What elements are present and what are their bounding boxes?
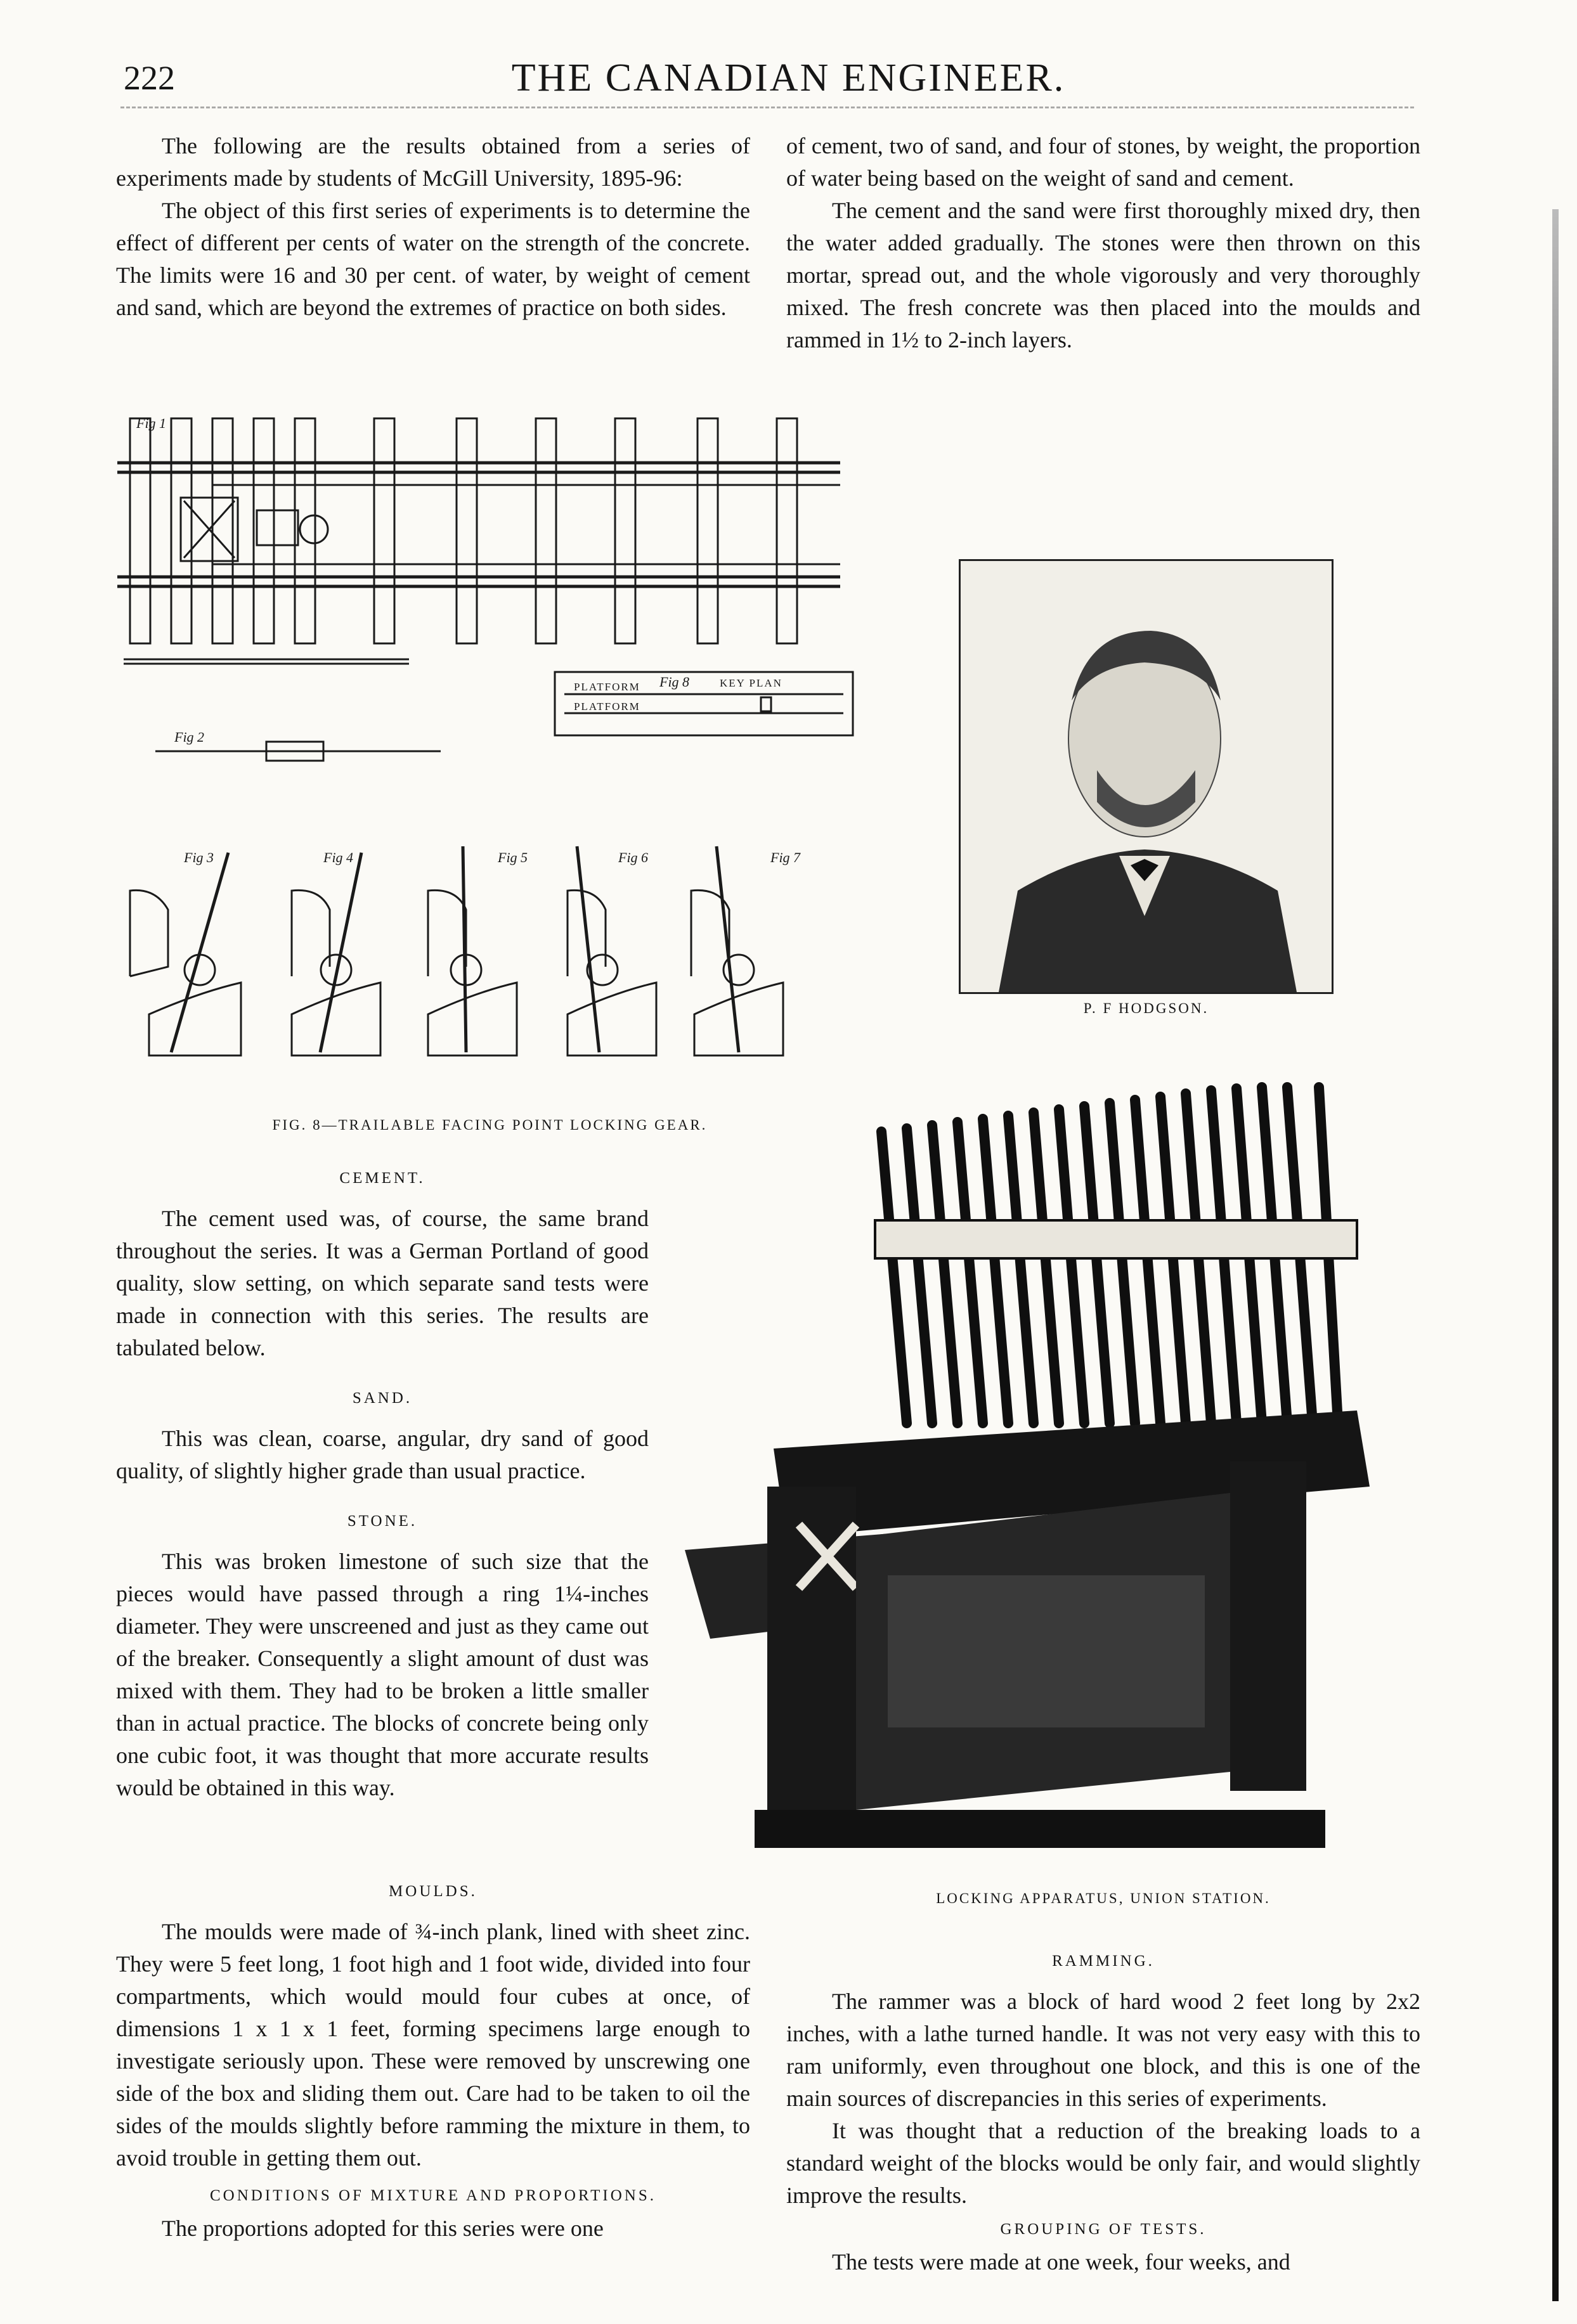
moulds-text: The moulds were made of ¾-inch plank, lined with sheet zinc. They were 5 feet long, 1 foot high and 1 foot wide, divided into four compartments, which would mould four cubes at once, of dimensions 1 x 1 x 1 feet, forming specimens large enough to investigate seriously upon. These were removed by unscrewing one side of the box and sliding them out. Care had to be taken to oil the sides of the moulds slightly before ramming the mixture in them, to avoid trouble in getting them out. xyxy=(116,1919,750,2171)
intro-column xyxy=(116,130,750,324)
cement-text: The cement used was, of course, the same brand throughout the series. It was a German Portland of good quality, slow setting, on which separate sand tests were made in connection with this series. The results are tabulated below. xyxy=(116,1206,649,1360)
scan-edge-shadow xyxy=(1552,209,1559,2301)
right-top-column xyxy=(786,130,1420,356)
fig1-label: Fig 1 xyxy=(136,415,167,431)
left-body-column xyxy=(116,1144,649,1804)
fig4-label: Fig 4 xyxy=(323,849,354,865)
sand-text: This was clean, coarse, angular, dry sand of good quality, of slightly higher grade than usual practice. xyxy=(116,1426,649,1483)
header-rule xyxy=(120,107,1414,108)
sand-heading: SAND. xyxy=(352,1390,413,1407)
platform-label-a: PLATFORM xyxy=(574,681,640,693)
fig8-label: Fig 8 xyxy=(659,674,690,690)
ramming-paragraph-1: The rammer was a block of hard wood 2 feet long by 2x2 inches, with a lathe turned handle. It was not very easy with this to ram uniformly, even throughout one block, and this is one of the main sources of discrepancies in this series of experiments. xyxy=(786,1989,1420,2111)
page-number: 222 xyxy=(124,59,175,97)
fig6-label: Fig 6 xyxy=(618,849,649,865)
fig5-label: Fig 5 xyxy=(498,849,528,865)
right-top-paragraph-2: The cement and the sand were first thoroughly mixed dry, then the water added gradually. The stones were then thrown on this mortar, spread out, and the whole vigorously and very thoroughly mixed. The fresh concrete was then placed into the moulds and rammed in 1½ to 2-inch layers. xyxy=(786,198,1420,352)
ramming-paragraph-2: It was thought that a reduction of the breaking loads to a standard weight of the blocks would be only fair, and would slightly improve the results. xyxy=(786,2118,1420,2208)
left-bottom-column xyxy=(116,1857,750,2245)
right-top-paragraph-1: of cement, two of sand, and four of stones, by weight, the proportion of water being based on the weight of sand and cement. xyxy=(786,133,1420,191)
intro-paragraph-1: The following are the results obtained from a series of experiments made by students of McGill University, 1895-96: xyxy=(116,133,750,191)
right-bottom-column xyxy=(786,1927,1420,2278)
moulds-heading: MOULDS. xyxy=(389,1883,477,1900)
grouping-heading: GROUPING OF TESTS. xyxy=(1000,2221,1207,2238)
locking-gear-figure xyxy=(111,409,869,1106)
portrait-photo xyxy=(959,559,1334,994)
locking-gear-caption: FIG. 8—TRAILABLE FACING POINT LOCKING GEAR. xyxy=(272,1117,708,1133)
conditions-heading: CONDITIONS OF MIXTURE AND PROPORTIONS. xyxy=(209,2187,656,2204)
cement-heading: CEMENT. xyxy=(339,1170,425,1187)
locking-apparatus-caption: LOCKING APPARATUS, UNION STATION. xyxy=(936,1890,1271,1906)
key-plan-label: KEY PLAN xyxy=(720,677,782,689)
portrait-caption: P. F HODGSON. xyxy=(1083,1000,1209,1016)
ramming-heading: RAMMING. xyxy=(1052,1953,1155,1970)
journal-title: THE CANADIAN ENGINEER. xyxy=(511,56,1066,100)
stone-text: This was broken limestone of such size that the pieces would have passed through a ring 1¼-inches diameter. They were unscreened and just as they came out of the breaker. Consequently a slight amount of dust was mixed with them. They had to be broken a little smaller than in actual practice. The blocks of concrete being only one cubic foot, it was thought that more accurate results would be obtained in this way. xyxy=(116,1549,649,1800)
conditions-text: The proportions adopted for this series were one xyxy=(162,2216,604,2241)
intro-paragraph-2: The object of this first series of experiments is to determine the effect of different per cents of water on the strength of the concrete. The limits were 16 and 30 per cent. of water, by weight of cement and sand, which are beyond the extremes of practice on both sides. xyxy=(116,198,750,320)
fig7-label: Fig 7 xyxy=(770,849,801,865)
fig2-label: Fig 2 xyxy=(174,729,205,745)
fig3-label: Fig 3 xyxy=(184,849,214,865)
locking-apparatus-engraving xyxy=(672,1081,1408,1889)
stone-heading: STONE. xyxy=(347,1513,418,1530)
platform-label-b: PLATFORM xyxy=(574,700,640,713)
grouping-text: The tests were made at one week, four weeks, and xyxy=(832,2249,1290,2275)
portrait-engraving xyxy=(961,561,1332,992)
